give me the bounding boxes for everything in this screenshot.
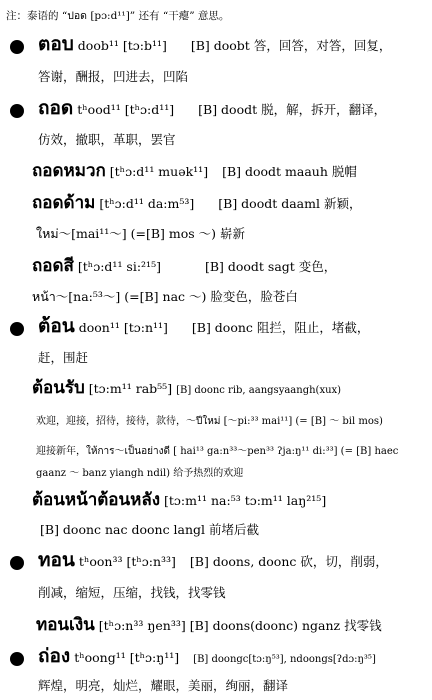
entry-zhuang: [B] doongc[tɔ:ŋ⁵³], ndoongs[ʔdɔ:ŋ³⁵] <box>193 654 376 665</box>
subentry-gloss: 变色， <box>298 259 337 274</box>
subentry-romanization: [tʰɔ:d¹¹ muək¹¹] <box>109 164 209 179</box>
subentry-headword: ถอดหมวก <box>32 161 106 181</box>
subentry-headword: ถอดด้าม <box>32 193 96 213</box>
entry-gloss-line: 辉煌，明亮，灿烂，耀眼，美丽，绚丽，翻译 <box>38 678 289 693</box>
subentry-romanization: [tɔ:m¹¹ rab⁵⁵] <box>88 381 173 396</box>
subentry-headword: ถอดสี <box>32 256 74 276</box>
entry-zhuang: [B] doodt <box>198 102 258 117</box>
subentry-line <box>32 380 341 399</box>
entry-bullet-icon <box>10 322 24 336</box>
subentry-romanization: [tʰɔ:d¹¹ da:m⁵³] <box>99 196 195 211</box>
subentry-line <box>32 163 357 180</box>
entry-bullet-icon <box>10 556 24 570</box>
entry-gloss-line: 仿效，撤职，革职，罢官 <box>38 132 176 147</box>
entry-line <box>38 315 370 337</box>
entry-zhuang: [B] doons, doonc <box>189 554 297 569</box>
subentry-line <box>32 258 336 275</box>
entry-line <box>38 97 387 119</box>
entry-headword: ต้อน <box>38 315 75 337</box>
entry-bullet-icon <box>10 40 24 54</box>
subentry-line-4: gaanz ～ banz yiangh ndil) 给予热烈的欢迎 <box>36 468 244 479</box>
subentry-zhuang: [B] doonc rib, aangsyaangh(xux) <box>176 385 342 396</box>
entry-headword: ถ่อง <box>38 645 71 667</box>
entry-gloss: 脱，解，拆开，翻译， <box>261 102 387 117</box>
entry-bullet-icon <box>10 104 24 118</box>
entry-zhuang: [B] doonc <box>191 320 253 335</box>
subentry-line-2: หน้า～[na:⁵³～] (=[B] nac ～) 脸变色，脸苍白 <box>32 289 298 304</box>
subentry-romanization: [tɔ:m¹¹ na:⁵³ tɔ:m¹¹ laŋ²¹⁵] <box>164 493 327 508</box>
subentry-gloss: 新颖， <box>323 196 362 211</box>
subentry-zhuang: [B] doodt daaml <box>218 196 320 211</box>
subentry-gloss: 脱帽 <box>331 164 357 179</box>
entry-headword: ตอบ <box>38 33 74 55</box>
subentry-romanization: [tʰɔ:d¹¹ si:²¹⁵] <box>77 259 161 274</box>
subentry-zhuang: [B] doodt maauh <box>222 164 328 179</box>
subentry-zhuang: [B] doodt sagt <box>204 259 295 274</box>
entry-romanization: doob¹¹ [tɔ:b¹¹] <box>77 38 167 53</box>
entry-gloss-line: 赶，围赶 <box>38 350 89 365</box>
entry-line <box>38 645 376 668</box>
subentry-line <box>32 195 361 212</box>
entry-gloss: 砍，切，削弱， <box>300 554 388 569</box>
subentry-headword: ต้อนรับ <box>32 378 85 398</box>
entry-line <box>38 33 392 55</box>
note-text: 注：泰语的 “ปอด [pɔ:d¹¹]” 还有 “干瘪” 意思。 <box>6 10 230 22</box>
subentry-headword: ทอนเงิน <box>36 615 95 635</box>
subentry-zhuang: [B] doons(doonc) nganz <box>189 618 341 633</box>
entry-gloss-line: 答谢，酬报，凹进去，凹陷 <box>38 69 189 84</box>
subentry-line <box>36 617 382 634</box>
entry-romanization: tʰoong¹¹ [tʰɔ:ŋ¹¹] <box>74 650 180 665</box>
subentry-line-2: 欢迎，迎接，招待，接待，款待，～ปีใหม่ [～pi:³³ mai¹¹] (= [B] ～ bil mos) <box>36 416 383 427</box>
subentry-gloss: 找零钱 <box>344 618 382 633</box>
entry-zhuang: [B] doobt <box>190 38 250 53</box>
entry-line <box>38 549 388 571</box>
entry-gloss: 答，回答，对答，回复， <box>253 38 392 53</box>
subentry-romanization: [tʰɔ:n³³ ŋen³³] <box>98 618 186 633</box>
entry-romanization: tʰoon³³ [tʰɔ:n³³] <box>78 554 176 569</box>
entry-romanization: tʰood¹¹ [tʰɔ:d¹¹] <box>77 102 175 117</box>
entry-gloss-line: 削减，缩短，压缩，找钱，找零钱 <box>38 585 226 600</box>
subentry-line-2: ใหม่～[mai¹¹～] (=[B] mos ～) 崭新 <box>36 226 246 241</box>
subentry-line-2: [B] doonc nac doonc langl 前堵后截 <box>40 522 260 537</box>
entry-romanization: doon¹¹ [tɔ:n¹¹] <box>78 320 168 335</box>
entry-headword: ทอน <box>38 549 75 571</box>
entry-gloss: 阻拦，阻止，堵截， <box>256 320 370 335</box>
subentry-line-3: 迎接新年，ให้การ～เป็นอย่างดี [ hai¹³ ga:n³³～pen³³ ʔja:ŋ¹¹ di:³³] (= [B] haec <box>36 446 399 457</box>
entry-headword: ถอด <box>38 97 74 119</box>
subentry-line <box>32 492 326 509</box>
subentry-headword: ต้อนหน้าต้อนหลัง <box>32 490 161 510</box>
entry-bullet-icon <box>10 652 24 666</box>
